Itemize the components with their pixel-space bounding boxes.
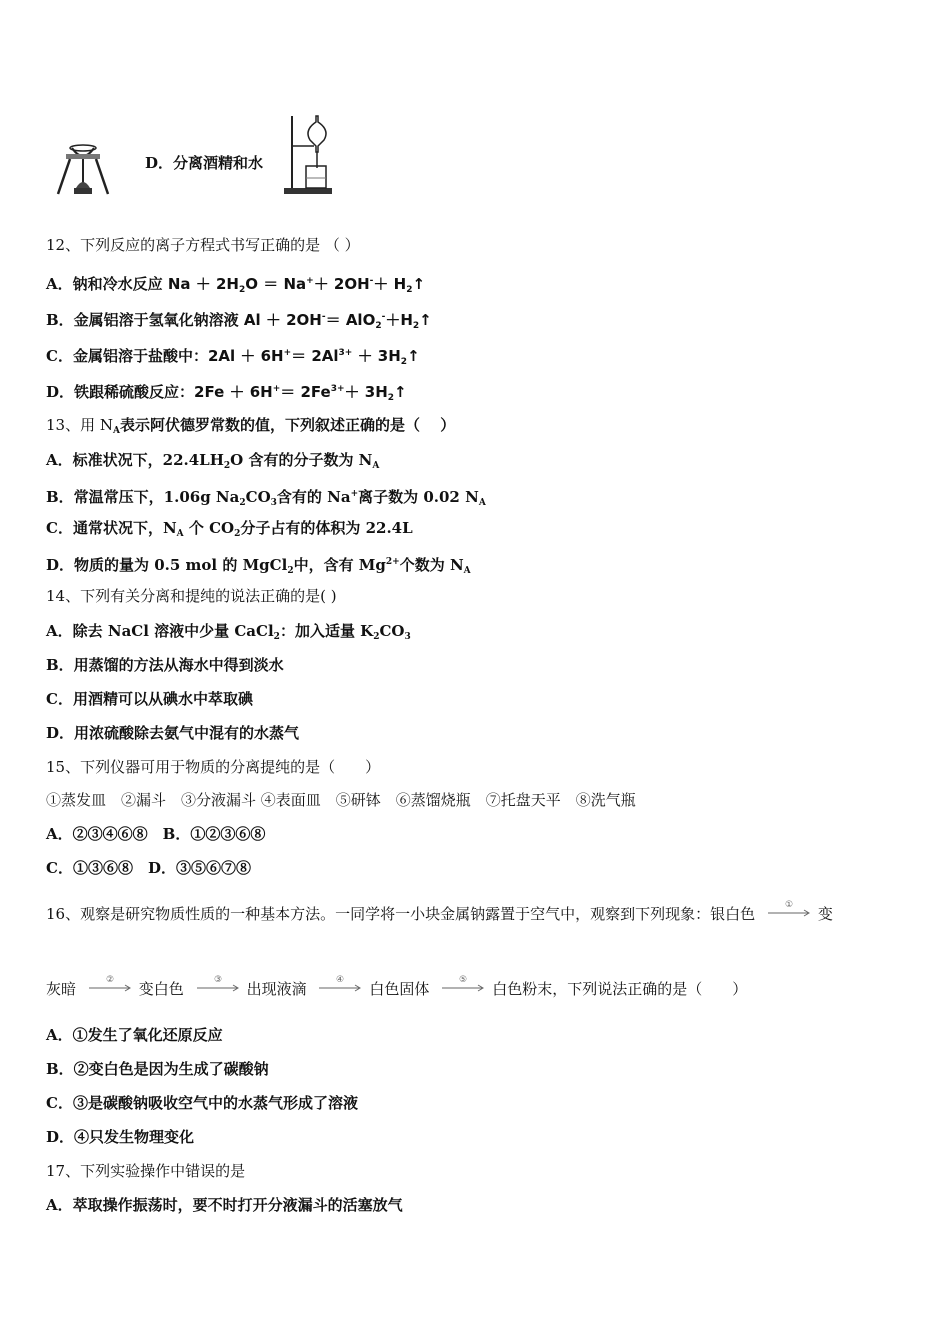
q16-stem-line2: 灰暗 ② 变白色 ③ 出现液滴 ④ 白色固体 ⑤ 白色粉末，下列说法正确的是（ ） bbox=[46, 975, 748, 998]
arrow-step-1 bbox=[766, 900, 812, 925]
q14-option-c: C．用酒精可以从碘水中萃取碘 bbox=[46, 690, 253, 708]
arrow-label-4: ④ bbox=[336, 975, 345, 985]
q14-stem: 14、下列有关分离和提纯的说法正确的是( ) bbox=[46, 587, 337, 605]
evaporation-apparatus-figure bbox=[52, 138, 114, 198]
q12-stem: 12、下列反应的离子方程式书写正确的是 （ ） bbox=[46, 236, 360, 254]
q16-option-b: B．②变白色是因为生成了碳酸钠 bbox=[46, 1060, 269, 1078]
q16-stem-line1: 16、观察是研究物质性质的一种基本方法。一同学将一小块金属钠露置于空气中，观察到下列现象：银白色 ① 变 bbox=[46, 900, 833, 923]
q13-stem: 13、用 $N_A$表示阿伏德罗常数的值，下列叙述正确的是（ ） bbox=[46, 416, 456, 436]
q17-option-a: A．萃取操作振荡时，要不时打开分液漏斗的活塞放气 bbox=[46, 1196, 403, 1214]
arrow-step-4 bbox=[317, 975, 363, 1000]
q12-option-d: D．铁跟稀硫酸反应：$2Fe + 6H^+= 2Fe^{3+}+$ $3H_2↑$ bbox=[46, 383, 407, 403]
q12-option-a: A．钠和冷水反应 $Na + 2H_2O = Na^++ 2OH^-+$ $H_2↑$ bbox=[46, 275, 426, 295]
arrow-label-3: ③ bbox=[213, 975, 222, 985]
arrow-step-2 bbox=[87, 975, 133, 1000]
q13-option-d: D．物质的量为 0.5 mol 的 MgCl$_2$中，含有 $Mg^{2+}$个数为 $N_A$ bbox=[46, 556, 471, 576]
q12-option-c: C．金属铝溶于盐酸中：$2Al + 6H^+= 2Al^{3+}$ ＋ $3H_2↑$ bbox=[46, 347, 420, 367]
q12-option-b: B．金属铝溶于氢氧化钠溶液 $Al + 2OH^-= AlO_2^-+H_2↑$ bbox=[46, 311, 432, 331]
q15-stem: 15、下列仪器可用于物质的分离提纯的是（ ） bbox=[46, 758, 381, 776]
q13-option-c: C．通常状况下，$N_A$ 个 $CO_2$分子占有的体积为 22.4L bbox=[46, 519, 413, 539]
separatory-funnel-figure bbox=[282, 112, 334, 196]
arrow-label-1: ① bbox=[784, 900, 793, 910]
q16-option-c: C．③是碳酸钠吸收空气中的水蒸气形成了溶液 bbox=[46, 1094, 358, 1112]
q16-option-d: D．④只发生物理变化 bbox=[46, 1128, 195, 1146]
q14-option-d: D．用浓硫酸除去氨气中混有的水蒸气 bbox=[46, 724, 300, 742]
q13-option-b: B．常温常压下，1.06g $Na_2CO_3$含有的 Na+离子数为 0.02 $N_A$ bbox=[46, 488, 486, 508]
q17-stem: 17、下列实验操作中错误的是 bbox=[46, 1162, 246, 1180]
q11-option-d: D．分离酒精和水 bbox=[145, 154, 264, 172]
q14-option-b: B．用蒸馏的方法从海水中得到淡水 bbox=[46, 656, 284, 674]
q13-option-a: A．标准状况下，$22.4LH_2O$ 含有的分子数为 $N_A$ bbox=[46, 451, 380, 471]
q15-options-cd: C．①③⑥⑧ D．③⑤⑥⑦⑧ bbox=[46, 859, 251, 877]
q16-option-a: A．①发生了氧化还原反应 bbox=[46, 1026, 223, 1044]
arrow-label-2: ② bbox=[105, 975, 114, 985]
arrow-label-5: ⑤ bbox=[459, 975, 468, 985]
q15-options-ab: A．②③④⑥⑧ B．①②③⑥⑧ bbox=[46, 825, 266, 843]
arrow-step-5 bbox=[440, 975, 486, 1000]
q15-items: ①蒸发皿 ②漏斗 ③分液漏斗 ④表面皿 ⑤研钵 ⑥蒸馏烧瓶 ⑦托盘天平 ⑧洗气瓶 bbox=[46, 791, 636, 809]
arrow-step-3 bbox=[195, 975, 241, 1000]
q14-option-a: A．除去 NaCl 溶液中少量 CaCl$_2$：加入适量 $K_2CO_3$ bbox=[46, 622, 411, 642]
